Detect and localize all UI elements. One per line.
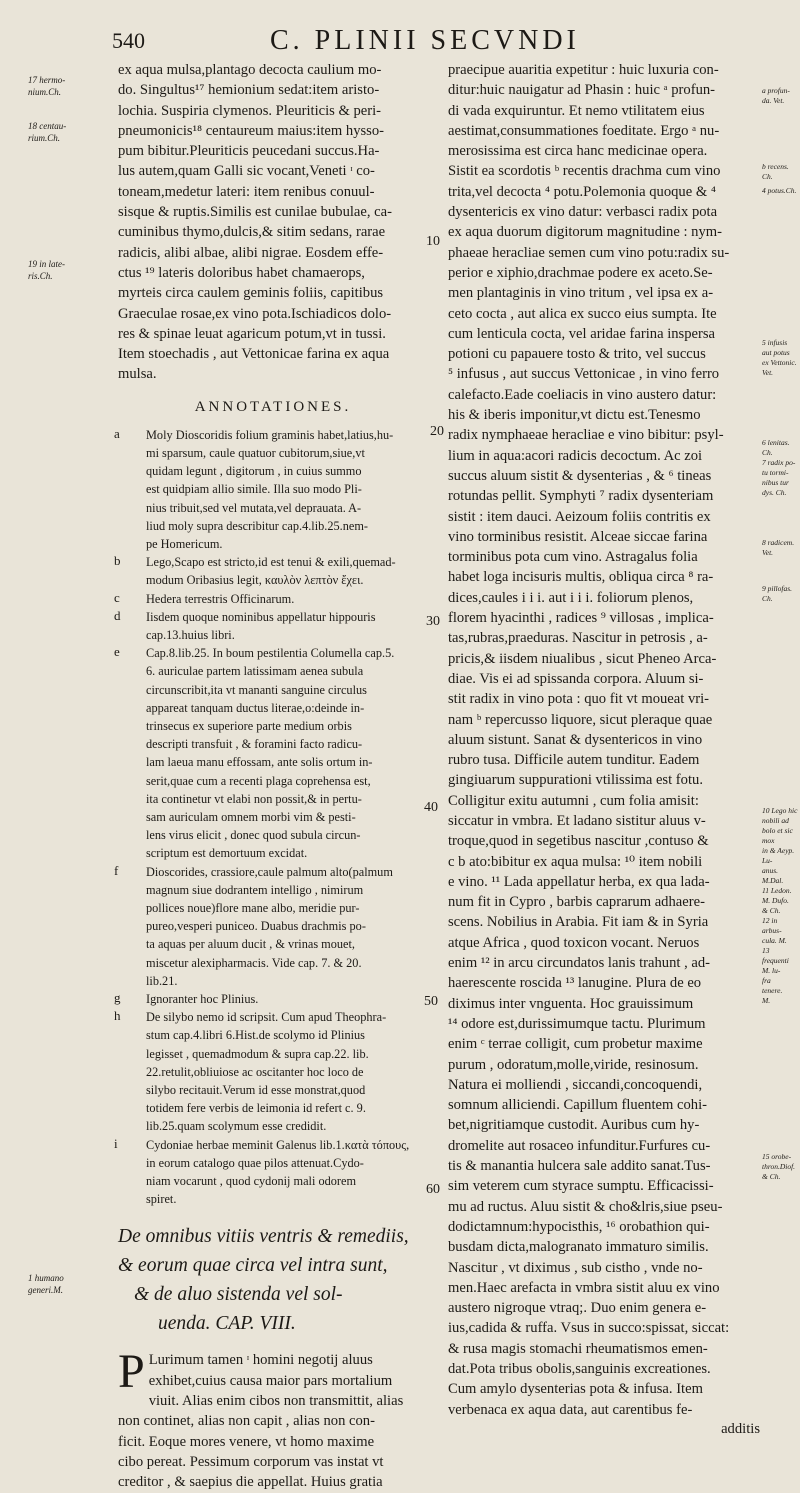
margin-note-left: 1 humano generi.M.	[28, 1273, 64, 1295]
text-line: tas,rubras,praeduras. Nascitur in petrosis , a-	[448, 630, 708, 647]
chapter-title-line: De omnibus vitiis ventris & remediis,	[118, 1226, 409, 1248]
text-line: siccatur in vmbra. Et ladano sistitur aluus v-	[448, 812, 706, 829]
text-line: do. Singultus¹⁷ hemionium sedat:item aristo-	[118, 82, 380, 99]
text-line: mu ad ructus. Aluu sistit & cho&lris,siue pseu-	[448, 1198, 723, 1215]
margin-note-right: 5 infusis aut potus ex Vettonic. Vet.	[762, 338, 797, 377]
annotation-letter: i	[114, 1135, 118, 1151]
text-line: lochia. Suspiria clymenos. Pleuriticis & peri-	[118, 102, 382, 119]
annotation-line: totidem fere verbis de leimonia id refert c. 9.	[146, 1101, 366, 1116]
drop-capital: P	[118, 1345, 145, 1399]
text-line: non continet, alias non capit , alias non con-	[118, 1413, 375, 1430]
text-line: men.Haec arefacta in vmbra sistit aluu ex vino	[448, 1279, 720, 1296]
annotation-line: scriptum est demortuum excidat.	[146, 846, 308, 861]
annotation-line: silybo recitauit.Verum id esse monstrat,quod	[146, 1083, 366, 1098]
text-line: enim ᶜ terrae colligit, cum probetur maxime	[448, 1036, 703, 1053]
annotation-line: sam auriculam omnem morbi vim & pesti-	[146, 810, 356, 825]
annotation-line: quidam legunt , digitorum , in cuius summo	[146, 464, 362, 479]
annotation-line: in eorum catalogo quae pilos attenuat.Cydo-	[146, 1155, 364, 1170]
annotation-item	[114, 990, 428, 1008]
text-line: Graeculae rosae,ex vino pota.Ischiadicos dolo-	[118, 305, 392, 322]
text-line: res & spinae leuat agaricum potum,vt in tussi.	[118, 325, 386, 342]
text-line: pricis,& iisdem niualibus , sicut Pheneo Arca-	[448, 650, 717, 667]
text-line: calefacto.Eade coeliacis in vino austero datur:	[448, 386, 717, 403]
text-line: potioni cu papauere tosto & trito, vel succus	[448, 346, 706, 363]
annotation-line: circunscribit,ita vt mananti sanguine circulus	[146, 682, 367, 697]
annotations-heading: ANNOTATIONES.	[194, 398, 352, 415]
annotation-line: legisset , quemadmodum & supra cap.22. lib.	[146, 1046, 369, 1061]
annotation-line: Cydoniae herbae meminit Galenus lib.1.κατὰ τόπους,	[146, 1137, 410, 1152]
margin-note-right: b recens. Ch.	[762, 162, 789, 181]
annotation-line: 22.retulit,obliuiose ac oscitanter hoc loco de	[146, 1064, 364, 1079]
text-line: myrteis circa caulem geminis foliis, capitibus	[118, 285, 384, 302]
annotation-letter: a	[114, 425, 120, 441]
text-line: ⁵ infusus , aut succus Vettonicae , in vino ferro	[448, 366, 720, 383]
text-line: men plantaginis in vino tritum , vel ipsa ex a-	[448, 285, 714, 302]
text-line: tis & manantia hulcera sale addito sanat.Tus-	[448, 1158, 711, 1175]
text-line: merosissima est circa hanc medicinae opera.	[448, 143, 708, 160]
annotation-line: magnum siue dodrantem intelligo , nimirum	[146, 882, 364, 897]
annotation-line: trinsecus ex superiore parte medium orbis	[146, 719, 352, 733]
text-line: Item stoechadis , aut Vettonicae farina ex aqua	[118, 346, 390, 363]
annotation-line: pe Homericum.	[146, 536, 223, 551]
text-line: ficit. Eoque mores venere, vt homo maxime	[118, 1433, 375, 1450]
annotation-line: Ignoranter hoc Plinius.	[146, 992, 259, 1007]
text-line: Nascitur , vt diximus , sub cistho , vnde no-	[448, 1259, 703, 1276]
text-line: ex aqua duorum digitorum magnitudine : nym-	[448, 224, 722, 241]
annotation-line: appareat tanquam ductus literae,o:deinde in-	[146, 700, 365, 715]
text-line: somnum alliciendi. Capillum fluentem cohi-	[448, 1097, 707, 1114]
annotation-line: Moly Dioscoridis folium graminis habet,latius,hu-	[146, 427, 394, 442]
text-line: & rusa magis stomachi rheumatismos emen-	[448, 1340, 708, 1357]
text-line: sim veterem cum styrace sumptu. Efficacissi-	[448, 1178, 714, 1195]
text-line: troque,quod in segetibus nascitur ,contuso &	[448, 833, 709, 850]
annotation-line: lib.25.quam scolymum esse credidit.	[146, 1119, 327, 1134]
text-line: aluum sistunt. Sanat & dysentericos in vino	[448, 731, 703, 748]
annotation-line: nius tribuit,sed vel mutata,vel deprauata. A-	[146, 500, 362, 515]
text-line: ¹⁴ odore est,durissimumque tactu. Plurimum	[448, 1015, 706, 1032]
margin-note-right: 4 potus.Ch.	[762, 186, 797, 195]
text-line: haerescente roscida ¹³ lanugine. Plura de eo	[448, 975, 702, 992]
text-line: viuit. Alias enim cibos non transmittit, alias	[148, 1393, 404, 1410]
annotation-line: ita continetur vt elabi non possit,& in pertu-	[146, 791, 362, 806]
margin-note-right: 9 pillofas. Ch.	[762, 584, 793, 603]
text-line: Natura ei molliendi , siccandi,concoquendi,	[448, 1076, 703, 1093]
left-column	[114, 60, 428, 1493]
text-line: Colligitur exitu autumni , cum folia amisit:	[448, 792, 699, 809]
text-line: atque Africa , quod toxicon vocant. Neruos	[448, 934, 700, 951]
line-number: 50	[424, 994, 438, 1009]
annotation-letter: c	[114, 589, 120, 605]
annotation-line: pureo,vesperi puniceo. Duabus drachmis po-	[146, 919, 366, 934]
catchword: additis	[721, 1420, 760, 1437]
text-line: radicis, alibi albae, alibi nigrae. Eosdem effe-	[118, 244, 384, 261]
line-number: 30	[426, 614, 440, 629]
text-line: ctus ¹⁹ lateris doloribus habet chamaerops,	[118, 264, 365, 281]
annotation-line: modum Oribasius legit, καυλὸν λεπτὸν ἔχει.	[146, 573, 364, 588]
annotation-line: serit,quae cum a recenti plaga coprehensa est,	[146, 773, 371, 788]
margin-note-left: 19 in late- ris.Ch.	[28, 259, 65, 281]
annotation-line: Lego,Scapo est stricto,id est tenui & exili,quemad-	[146, 555, 396, 570]
annotation-line: est quidpiam allio simile. Illa suo modo Pli-	[146, 482, 362, 497]
annotation-line: Hedera terrestris Officinarum.	[146, 591, 295, 606]
annotation-letter: f	[114, 862, 119, 878]
text-line: exhibet,cuius causa maior pars mortalium	[148, 1372, 393, 1389]
margin-note-right: a profun- da. Vet.	[762, 86, 790, 105]
page-number: 540	[112, 28, 145, 53]
text-line: radix nymphaeae heracliae e vino bibitur: psyl-	[448, 427, 724, 444]
annotation-line: Cap.8.lib.25. In boum pestilentia Columella cap.5.	[146, 646, 395, 661]
text-line: austero nigroque vtraq;. Duo enim genera e-	[448, 1300, 707, 1317]
annotation-line: descripti transfuit , & foramini facto radicu-	[146, 737, 363, 752]
text-line: pneumonicis¹⁸ centaureum maius:item hysso-	[118, 122, 385, 139]
annotation-letter: b	[114, 553, 121, 569]
text-line: toneam,medetur lateri: item renibus conuul-	[118, 183, 375, 200]
text-line: dysentericis ex vino datur: verbasci radix pota	[448, 204, 718, 221]
annotation-letter: e	[114, 644, 120, 660]
annotation-line: lam laeua manu effossam, ante solis ortum in-	[146, 755, 373, 770]
annotation-line: Dioscorides, crassiore,caule palmum alto(palmum	[146, 864, 393, 879]
text-line: Sistit ea scordotis ᵇ recentis drachma cum vino	[448, 163, 721, 180]
text-line: habet loga incisuris multis, obliqua circa ⁸ ra-	[448, 569, 714, 586]
text-line: dat.Pota tribus obolis,sanguinis excreationes.	[448, 1361, 711, 1377]
annotation-line: spiret.	[146, 1192, 177, 1207]
text-line: florem hyacinthi , radices ⁹ villosas , implica-	[448, 610, 714, 627]
right-column	[448, 60, 760, 1438]
text-line: creditor , & saepius die appellat. Huius gratia	[118, 1474, 383, 1491]
annotation-line: cap.13.huius libri.	[146, 627, 235, 642]
text-line: verbenaca ex aqua data, aut carentibus fe-	[448, 1401, 693, 1418]
annotation-line: Iisdem quoque nominibus appellatur hippouris	[146, 609, 376, 624]
text-line: ditur:huic nauigatur ad Phasin : huic ᵃ profun-	[448, 82, 716, 99]
line-number: 20	[430, 424, 444, 439]
text-line: pum bibitur.Pleuriticis peucedani succus.Ha-	[118, 143, 380, 160]
line-number: 10	[426, 234, 440, 249]
annotation-letter: h	[114, 1008, 121, 1024]
annotation-line: De silybo nemo id scripsit. Cum apud Theophra-	[146, 1010, 387, 1025]
line-number: 40	[424, 800, 438, 815]
text-line: aestimat,consummationes foeditate. Ergo ᵃ nu-	[448, 122, 720, 139]
annotation-item	[114, 862, 428, 990]
text-line: cuminibus thymo,dulcis,& sitim sedans, rarae	[118, 224, 386, 241]
text-line: scens. Nobilius in Arabia. Fit iam & in Syria	[448, 914, 709, 931]
text-line: cum lenticula cocta, vel aridae farina inspersa	[448, 325, 716, 342]
annotation-item	[114, 553, 428, 589]
text-line: succus aluum sistit & dysenterias , & ⁶ tineas	[448, 467, 712, 484]
margin-note-right: 15 orobe- thron.Diof. & Ch.	[762, 1152, 796, 1181]
chapter-heading	[118, 1222, 428, 1338]
chapter-title-line: & eorum quae circa vel intra sunt,	[118, 1255, 388, 1277]
annotations-list	[114, 425, 428, 1209]
text-line: di vada exquiruntur. Et nemo vtilitatem eius	[448, 102, 705, 119]
margin-note-left: 17 hermo- nium.Ch.	[28, 75, 66, 97]
annotation-item	[114, 589, 428, 608]
chapter-title-line: uenda. CAP. VIII.	[158, 1313, 296, 1335]
text-line: ius,cadida & ruffa. Vsus in succo:spissat, siccat:	[448, 1320, 730, 1337]
margin-note-right: 6 lenitas. Ch. 7 radix po- tu tormi- nibus tur dys. Ch.	[762, 438, 796, 497]
annotation-item	[114, 607, 428, 644]
running-head: C. PLINII SECVNDI	[270, 25, 580, 56]
text-line: praecipue auaritia expetitur : huic luxuria con-	[448, 62, 719, 78]
text-line: diae. Vis ei ad spissanda corpora. Aluum si-	[448, 670, 704, 687]
chapter-text	[118, 1345, 428, 1492]
text-line: rotundas pellit. Symphyti ⁷ radix dysenteriam	[448, 488, 714, 505]
margin-note-right: 10 Lego hic nobili ad bolo et sic mox in & Aeyp. Lu- anus. M.Dal. 11 Ledon. M. Dufo. & Ch. 12 in arbus- cula. M. 13 frequenti M. lu- fra tenere. M.	[762, 806, 798, 1005]
annotation-line: mi sparsum, caule quatuor cubitorum,siue,vt	[146, 445, 365, 460]
text-line: sisque & ruptis.Similis est cunilae bubulae, ca-	[118, 204, 392, 221]
annotation-line: lens virus elicit , donec quod subula circun-	[146, 828, 361, 843]
text-line: purum , odoratum,molle,viride, resinosum.	[448, 1056, 699, 1073]
annotation-line: ta aquas per aluum ducit , & vrinas mouet,	[146, 937, 355, 952]
annotation-line: pollices noue)flore mane albo, meridie pur-	[146, 901, 360, 916]
text-line: trita,vel decocta ⁴ potu.Polemonia quoque & ⁴	[448, 183, 716, 200]
text-line: diximus inter vnguenta. Hoc grauissimum	[448, 995, 694, 1012]
annotation-item	[114, 1008, 428, 1135]
text-line: sistit : item dauci. Aeizoum foliis contritis ex	[448, 508, 711, 525]
text-line: e vino. ¹¹ Lada appellatur herba, ex qua lada-	[448, 873, 710, 890]
line-number: 60	[426, 1182, 440, 1197]
text-line: torminibus pota cum vino. Astragalus folia	[448, 549, 698, 566]
text-line: ex aqua mulsa,plantago decocta caulium mo-	[118, 62, 382, 78]
text-line: perior e xiphio,drachmae podere ex aceto.Se-	[448, 264, 713, 281]
annotation-line: miscetur alexipharmacis. Vide cap. 7. & 20.	[146, 955, 362, 970]
text-line: bet,nigritiamque custodit. Auribus cum hy-	[448, 1117, 700, 1134]
left-body-text	[118, 60, 428, 385]
text-line: Lurimum tamen ᶦ homini negotij aluus	[148, 1352, 373, 1369]
text-line: his & iberis imponitur,vt dictu est.Tenesmo	[448, 407, 701, 424]
text-line: rubro tusa. Difficile autem tunditur. Eadem	[448, 752, 700, 769]
text-line: vino torminibus resistit. Alceae siccae farina	[448, 528, 708, 545]
annotation-line: 6. auriculae partem latissimam aenea subula	[146, 664, 364, 679]
margin-note-right: 8 radicem. Vet.	[762, 538, 795, 557]
text-line: Cum amylo dysenterias pota & infusa. Item	[448, 1381, 703, 1398]
text-line: lium in aqua:acori radicis decoctum. Ac zoi	[448, 447, 703, 464]
text-line: dodictamnum:hypocisthis, ¹⁶ orobathion qui-	[448, 1218, 710, 1235]
annotation-item	[114, 644, 428, 862]
text-line: ceto cocta , aut alica ex succo eius sumpta. Ite	[448, 305, 717, 322]
text-line: phaeae heracliae semen cum vino potu:radix su-	[448, 244, 730, 261]
annotation-letter: g	[114, 990, 121, 1006]
annotation-line: niam vocarunt , quod cydonij mali odorem	[146, 1174, 357, 1189]
text-line: lus autem,quam Galli sic vocant,Veneti ᶦ co-	[118, 163, 375, 180]
annotation-line: liud moly supra describitur cap.4.lib.25.nem-	[146, 518, 368, 533]
annotation-letter: d	[114, 607, 121, 623]
text-line: gingiuarum suppurationi vtilissima est fotu.	[448, 772, 703, 789]
annotation-item	[114, 425, 428, 553]
annotation-item	[114, 1135, 428, 1209]
text-line: c b ato:bibitur ex aqua mulsa: ¹⁰ item nobili	[448, 853, 703, 870]
margin-note-left: 18 centau- rium.Ch.	[28, 121, 67, 143]
text-line: enim ¹² in arcu circundatos lanis trahunt , ad-	[448, 955, 711, 972]
text-line: dromelite aut rosaceo infunditur.Furfures cu-	[448, 1137, 711, 1154]
annotation-line: stum cap.4.libri 6.Hist.de scolymo id Plinius	[146, 1028, 365, 1043]
text-line: mulsa.	[118, 366, 157, 383]
annotation-line: lib.21.	[146, 973, 178, 988]
text-line: num fit in Cypro , barbis caprarum adhaere-	[448, 894, 705, 911]
text-line: dices,caules i i i. aut i i i. foliorum plenos,	[448, 589, 694, 606]
text-line: nam ᵇ repercusso liquore, sicut pleraque quae	[448, 711, 713, 728]
text-line: stit radix in vino pota : quo fit vt moueat vri-	[448, 691, 710, 708]
chapter-title-line: & de aluo sistenda vel sol-	[134, 1284, 343, 1306]
text-line: cibo pereat. Pessimum corporum vas instat vt	[118, 1453, 384, 1470]
text-line: busdam dicta,malogranato immaturo similis.	[448, 1239, 709, 1256]
